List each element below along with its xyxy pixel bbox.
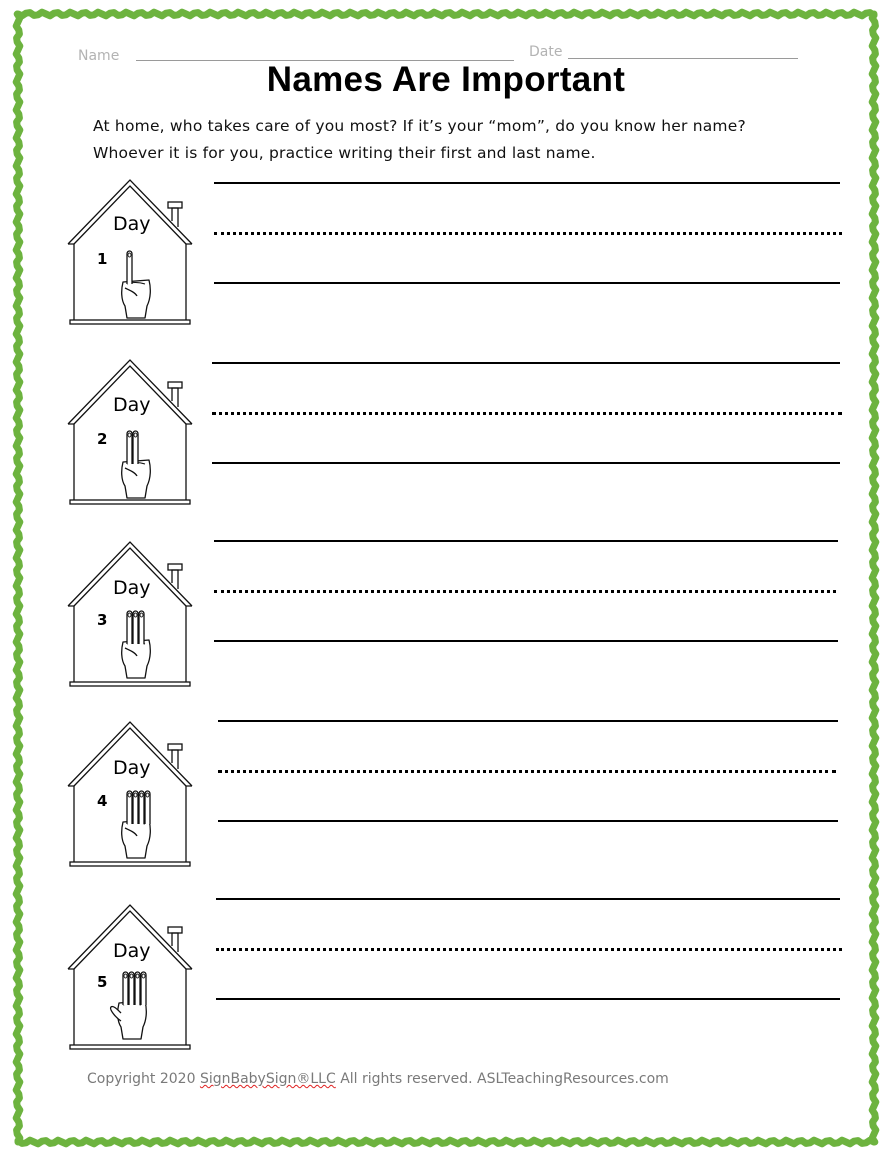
- day-label: Day: [113, 394, 151, 416]
- footer-suffix: All rights reserved. ASLTeachingResources.com: [335, 1071, 669, 1087]
- hand-sign-icon: [113, 428, 157, 500]
- hand-sign-icon: [113, 788, 157, 860]
- day-number: 5: [97, 973, 108, 991]
- writing-line-middle[interactable]: [216, 948, 842, 951]
- day-label: Day: [113, 757, 151, 779]
- hand-sign-icon: [109, 969, 157, 1041]
- day-number: 4: [97, 792, 108, 810]
- instruction-line-2: Whoever it is for you, practice writing their first and last name.: [93, 144, 596, 162]
- instruction-line-1: At home, who takes care of you most? If it’s your “mom”, do you know her name?: [93, 117, 746, 135]
- writing-line-middle[interactable]: [218, 770, 836, 773]
- writing-line-middle[interactable]: [212, 412, 842, 415]
- writing-line-top[interactable]: [214, 182, 840, 184]
- day-label: Day: [113, 577, 151, 599]
- writing-line-bottom[interactable]: [214, 640, 838, 642]
- writing-line-middle[interactable]: [214, 590, 836, 593]
- writing-line-top[interactable]: [214, 540, 838, 542]
- date-label: Date: [529, 44, 563, 60]
- writing-line-top[interactable]: [218, 720, 838, 722]
- writing-line-middle[interactable]: [214, 232, 842, 235]
- writing-line-top[interactable]: [216, 898, 840, 900]
- copyright-footer: [87, 1071, 669, 1087]
- day-number: 2: [97, 430, 108, 448]
- writing-line-bottom[interactable]: [218, 820, 838, 822]
- day-row-4: [0, 720, 892, 900]
- footer-company: SignBabySign®LLC: [199, 1071, 336, 1087]
- hand-sign-icon: [113, 608, 157, 680]
- day-number: 1: [97, 250, 108, 268]
- date-line[interactable]: [568, 58, 798, 59]
- day-row-5: [0, 903, 892, 1083]
- writing-line-bottom[interactable]: [214, 282, 840, 284]
- day-row-3: [0, 540, 892, 720]
- day-row-2: [0, 358, 892, 538]
- page-title: Names Are Important: [266, 60, 626, 99]
- footer-prefix: Copyright 2020: [87, 1071, 200, 1087]
- day-label: Day: [113, 213, 151, 235]
- writing-line-top[interactable]: [212, 362, 840, 364]
- hand-sign-icon: [113, 248, 157, 320]
- writing-line-bottom[interactable]: [216, 998, 840, 1000]
- day-number: 3: [97, 611, 108, 629]
- name-label: Name: [78, 48, 120, 64]
- day-row-1: [0, 178, 892, 358]
- writing-line-bottom[interactable]: [212, 462, 840, 464]
- day-label: Day: [113, 940, 151, 962]
